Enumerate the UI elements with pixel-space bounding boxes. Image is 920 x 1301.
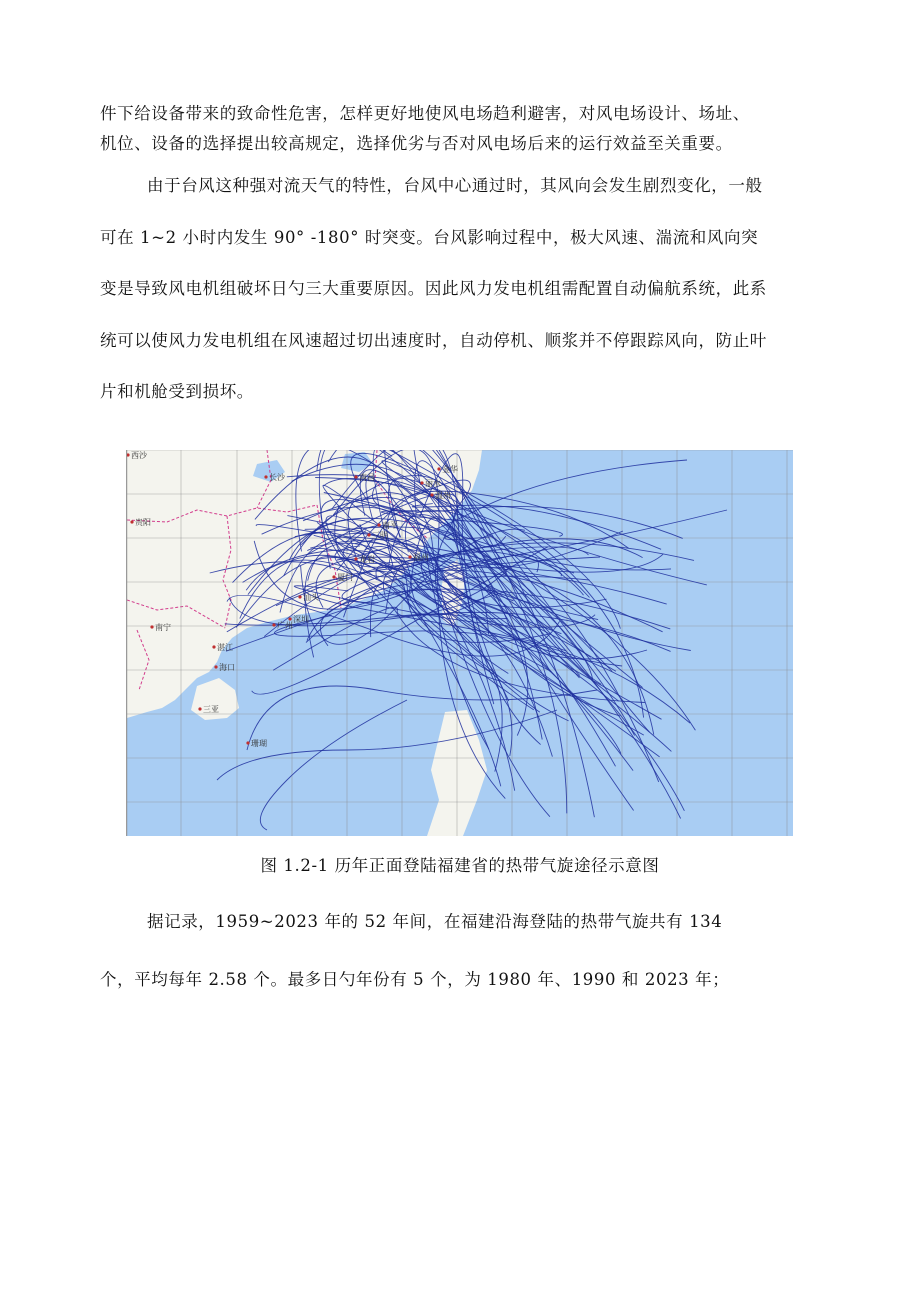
city-dot [212, 645, 215, 648]
city-label: 广州 [277, 621, 293, 630]
city-dot [430, 493, 433, 496]
city-dot [367, 533, 370, 536]
text-line: 可在 1~2 小时内发生 90° -180° 时突变。台风影响过程中，极大风速、湍流和风向突 [100, 228, 759, 247]
city-dot [298, 595, 301, 598]
city-label: 三亚 [203, 705, 219, 714]
city-label: 海口 [219, 663, 235, 672]
city-dot [246, 741, 249, 744]
city-label: 长沙 [269, 473, 285, 482]
city-label: 龙岩 [359, 555, 375, 564]
map-svg [127, 450, 793, 836]
city-dot [214, 665, 217, 668]
text-line: 统可以使风力发电机组在风速超过切出速度时，自动停机、顺浆并不停跟踪风向，防止叶 [100, 331, 767, 350]
city-label: 南平 [382, 521, 398, 530]
text-line: 件下给设备带来的致命性危害，怎样更好地使风电场趋利避害，对风电场设计、场址、 [100, 104, 750, 123]
text-line: 据记录，1959~2023 年的 52 年间，在福建沿海登陆的热带气旋共有 134 [147, 912, 723, 931]
city-label: 深圳 [293, 615, 309, 624]
city-label: 丽水 [425, 479, 441, 488]
city-dot [150, 625, 153, 628]
city-dot [377, 523, 380, 526]
typhoon-track-map [126, 450, 793, 836]
text-line: 机位、设备的选择提出较高规定，选择优劣与否对风电场后来的运行效益至关重要。 [100, 134, 733, 153]
city-label: 南宁 [155, 623, 171, 632]
text-line: 片和机舱受到损坏。 [100, 382, 254, 401]
city-label: 汕头 [303, 593, 319, 602]
city-dot [130, 520, 133, 523]
city-dot [354, 475, 357, 478]
city-dot [198, 707, 201, 710]
city-label: 金华 [442, 465, 458, 474]
city-dot [272, 623, 275, 626]
city-dot [354, 557, 357, 560]
text-line: 个，平均每年 2.58 个。最多日勺年份有 5 个，为 1980 年、1990 和 2023 年； [100, 970, 730, 989]
city-label: 三明 [372, 531, 388, 540]
city-label: 南昌 [359, 473, 375, 482]
city-label: 温州 [435, 491, 451, 500]
city-dot [437, 467, 440, 470]
city-label: 福州 [413, 553, 429, 562]
city-label: 湛江 [217, 643, 233, 652]
city-dot [264, 475, 267, 478]
city-dot [420, 481, 423, 484]
city-label: 厦门 [337, 573, 353, 582]
figure-caption: 图 1.2-1 历年正面登陆福建省的热带气旋途径示意图 [260, 856, 660, 875]
city-dot [408, 555, 411, 558]
city-dot [332, 575, 335, 578]
city-label: 西沙 [131, 451, 147, 460]
text-line: 由于台风这种强对流天气的特性，台风中心通过时，其风向会发生剧烈变化，一般 [147, 176, 763, 195]
city-label: 贵阳 [135, 518, 151, 527]
text-line: 变是导致风电机组破坏日勺三大重要原因。因此风力发电机组需配置自动偏航系统，此系 [100, 279, 767, 298]
city-label: 珊瑚 [251, 739, 267, 748]
city-dot [288, 617, 291, 620]
